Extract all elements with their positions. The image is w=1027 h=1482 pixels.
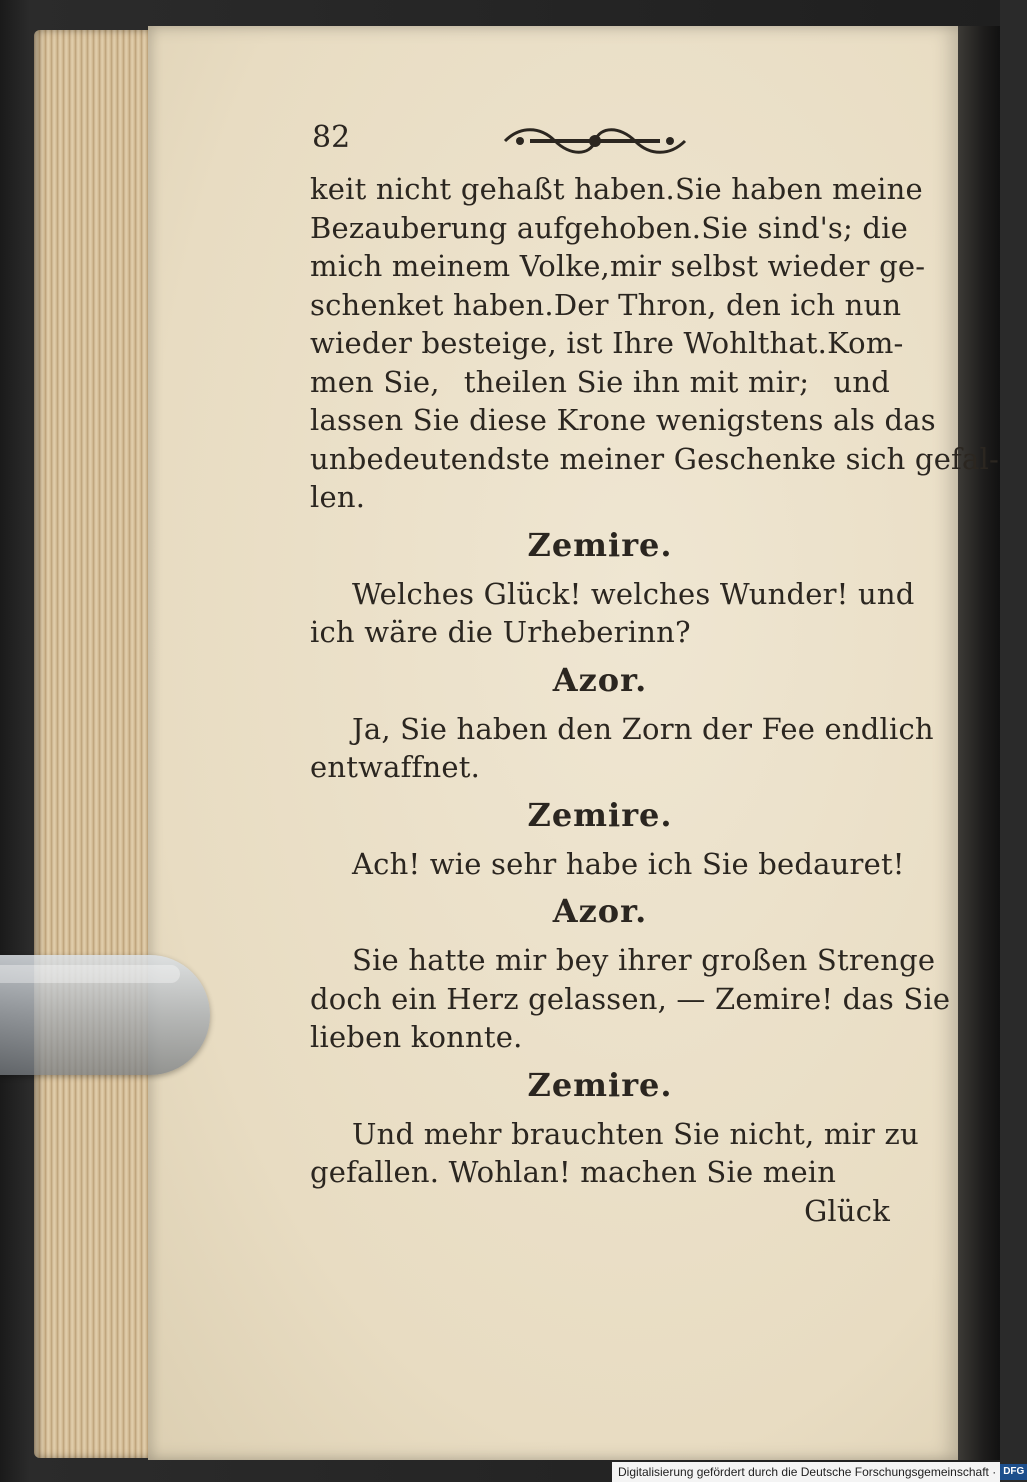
- text-line: lieben konnte.: [310, 1020, 523, 1054]
- book-page-edges: [34, 30, 154, 1458]
- text-line: men Sie, theilen Sie ihn mit mir; und: [310, 364, 890, 399]
- text-line: gefallen. Wohlan! machen Sie mein: [310, 1155, 837, 1189]
- text-line: wieder besteige, ist Ihre Wohlthat. Kom-: [310, 326, 904, 360]
- page-clamp: [0, 955, 210, 1075]
- text-line: Bezauberung aufgehoben. Sie sind's; die: [310, 210, 908, 245]
- ornament-icon: [500, 124, 690, 158]
- text-line: keit nicht gehaßt haben. Sie haben meine: [310, 172, 923, 206]
- text-line: Ja, Sie haben den Zorn der Fee endlich: [352, 711, 934, 746]
- text-line: entwaffnet.: [310, 750, 480, 784]
- page-text: [310, 120, 999, 1230]
- text-line: doch ein Herz gelassen, — Zemire! das Sie: [310, 981, 951, 1016]
- text-line: ich wäre die Urheberinn?: [310, 615, 691, 649]
- speaker-name: Azor.: [552, 660, 648, 699]
- digitization-credit: [612, 1462, 1025, 1482]
- text-line: schenket haben. Der Thron, den ich nun: [310, 287, 902, 322]
- text-line: unbedeutendste meiner Geschenke sich gefal-: [310, 441, 999, 476]
- text-line: Sie hatte mir bey ihrer großen Strenge: [352, 943, 936, 977]
- speech-paragraph: [310, 170, 999, 517]
- text-line: lassen Sie diese Krone wenigstens als das: [310, 403, 936, 437]
- text-line: len.: [310, 480, 366, 514]
- speaker-name: Zemire.: [527, 525, 673, 564]
- text-line: Ach! wie sehr habe ich Sie bedauret!: [352, 846, 905, 881]
- text-line: mich meinem Volke, mir selbst wieder ge-: [310, 249, 926, 283]
- speaker-name: Zemire.: [527, 1065, 673, 1104]
- credit-text: Digitalisierung gefördert durch die Deutsche Forschungsgemeinschaft ·: [618, 1465, 997, 1479]
- speaker-name: Zemire.: [527, 795, 673, 834]
- book-gutter: [958, 26, 1000, 1460]
- text-line: Und mehr brauchten Sie nicht, mir zu: [352, 1116, 919, 1151]
- page-number: 82: [312, 120, 351, 155]
- catchword: Glück: [804, 1193, 890, 1228]
- dfg-logo-icon: DFG: [1000, 1464, 1027, 1480]
- speaker-name: Azor.: [552, 892, 648, 930]
- page-header: [310, 120, 890, 170]
- text-line: Welches Glück! welches Wunder! und: [352, 576, 915, 611]
